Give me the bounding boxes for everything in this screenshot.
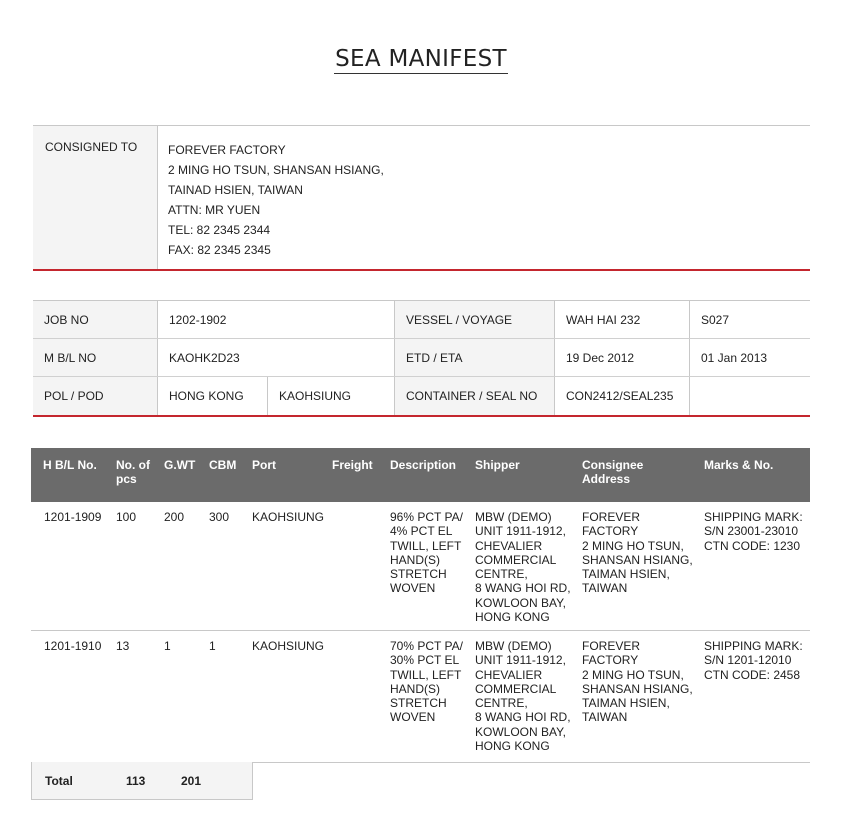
pcs-cell: 13 <box>116 639 130 653</box>
col-header-marks: Marks & No. <box>704 458 774 472</box>
marks-line: SHIPPING MARK: <box>704 510 803 524</box>
description-line: 4% PCT EL <box>390 524 453 539</box>
consignee-line: FOREVER <box>582 639 641 653</box>
shipper-line: COMMERCIAL <box>475 552 557 567</box>
consignee-line: TAIWAN <box>582 581 628 596</box>
shipper-line: 8 WANG HOI RD, <box>475 710 571 725</box>
shipper-line: COMMERCIAL <box>475 681 557 696</box>
description-cell <box>390 510 463 596</box>
shipper-line: MBW (DEMO) <box>475 639 552 653</box>
shipper-line: KOWLOON BAY, <box>475 595 566 610</box>
marks-line: S/N 1201-12010 <box>704 653 792 668</box>
total-label: Total <box>45 774 73 788</box>
col-header-pcs-line: pcs <box>116 472 137 486</box>
consignee-line: FACTORY <box>582 653 639 668</box>
col-header-consignee-line: Address <box>582 472 631 486</box>
consigned-label: CONSIGNED TO <box>45 140 138 154</box>
consigned-label-cell <box>33 126 158 269</box>
consignee-line: TAIMAN HSIEN, <box>582 567 670 582</box>
marks-line: CTN CODE: 1230 <box>704 538 801 553</box>
consignee-address <box>168 140 384 260</box>
etd-value: 19 Dec 2012 <box>555 339 690 376</box>
shipper-line: UNIT 1911-1912, <box>475 653 566 668</box>
marks-cell <box>704 510 803 553</box>
marks-line: S/N 23001-23010 <box>704 524 799 539</box>
page-title: SEA MANIFEST <box>335 46 507 72</box>
pcs-cell: 100 <box>116 510 137 524</box>
container-extra-value <box>690 377 810 415</box>
col-header-cbm: CBM <box>209 458 237 472</box>
shipper-line: CHEVALIER <box>475 667 543 682</box>
consignee-line: TAIMAN HSIEN, <box>582 696 670 711</box>
shipper-line: KOWLOON BAY, <box>475 724 566 739</box>
shipper-line: UNIT 1911-1912, <box>475 524 566 539</box>
table-row <box>31 502 810 631</box>
job-no-label: JOB NO <box>33 301 158 338</box>
address-line: ATTN: MR YUEN <box>168 203 261 217</box>
address-line: FAX: 82 2345 2345 <box>168 243 271 257</box>
mbl-value: KAOHK2D23 <box>158 339 395 376</box>
description-line: STRETCH <box>390 567 447 582</box>
description-line: HAND(S) <box>390 552 440 567</box>
shipper-line: MBW (DEMO) <box>475 510 552 524</box>
description-line: 96% PCT PA/ <box>390 510 463 524</box>
consignee-line: FOREVER <box>582 510 641 524</box>
address-line: 2 MING HO TSUN, SHANSAN HSIANG, <box>168 163 384 177</box>
consignee-line: 2 MING HO TSUN, <box>582 667 684 682</box>
table-row <box>31 631 810 763</box>
port-cell: KAOHSIUNG <box>252 639 325 653</box>
consignee-line: SHANSAN HSIANG, <box>582 552 693 567</box>
col-header-freight: Freight <box>332 458 373 472</box>
eta-value: 01 Jan 2013 <box>701 350 768 365</box>
address-line: TAINAD HSIEN, TAIWAN <box>168 183 303 197</box>
marks-line: SHIPPING MARK: <box>704 639 803 653</box>
description-line: 70% PCT PA/ <box>390 639 463 653</box>
job-info-row <box>33 339 810 377</box>
port-cell: KAOHSIUNG <box>252 510 325 524</box>
shipper-line: CENTRE, <box>475 696 528 711</box>
description-line: 30% PCT EL <box>390 653 460 668</box>
shipper-line: CENTRE, <box>475 567 528 582</box>
col-header-hbl: H B/L No. <box>43 458 97 472</box>
container-seal-label: CONTAINER / SEAL NO <box>395 377 555 415</box>
consignee-line: TAIWAN <box>582 710 628 725</box>
shipper-cell <box>475 510 571 624</box>
job-info-row <box>33 301 810 339</box>
gwt-cell: 1 <box>164 639 171 653</box>
page-title-wrap <box>0 46 842 74</box>
total-pcs: 113 <box>126 774 146 788</box>
cargo-table-header <box>31 448 810 502</box>
col-header-pcs <box>116 458 150 486</box>
address-line: TEL: 82 2345 2344 <box>168 223 271 237</box>
description-line: STRETCH <box>390 696 447 711</box>
gwt-cell: 200 <box>164 510 185 524</box>
shipper-cell <box>475 639 571 753</box>
container-value: CON2412/SEAL235 <box>555 377 690 415</box>
col-header-consignee <box>582 458 643 486</box>
col-header-port: Port <box>252 458 276 472</box>
hbl-cell: 1201-1909 <box>44 510 102 524</box>
marks-cell <box>704 639 803 682</box>
marks-line: CTN CODE: 2458 <box>704 667 801 682</box>
consignee-cell <box>582 639 693 725</box>
vessel-voyage-label: VESSEL / VOYAGE <box>395 301 555 338</box>
consignee-line: SHANSAN HSIANG, <box>582 681 693 696</box>
consignee-cell <box>582 510 693 596</box>
total-row <box>31 762 253 800</box>
shipper-line: 8 WANG HOI RD, <box>475 581 571 596</box>
description-line: TWILL, LEFT <box>390 538 462 553</box>
consigned-section <box>33 125 810 271</box>
description-line: HAND(S) <box>390 681 440 696</box>
job-no-value: 1202-1902 <box>158 301 395 338</box>
vessel-value: WAH HAI 232 <box>555 301 690 338</box>
job-info-table <box>33 300 810 417</box>
cbm-cell: 300 <box>209 510 230 524</box>
col-header-shipper: Shipper <box>475 458 520 472</box>
shipper-line: CHEVALIER <box>475 538 543 553</box>
description-line: WOVEN <box>390 710 436 725</box>
description-line: WOVEN <box>390 581 436 596</box>
etd-eta-label: ETD / ETA <box>395 339 555 376</box>
description-line: TWILL, LEFT <box>390 667 462 682</box>
pod-value: KAOHSIUNG <box>268 377 395 415</box>
cbm-cell: 1 <box>209 639 216 653</box>
description-cell <box>390 639 463 725</box>
consignee-line: FACTORY <box>582 524 639 539</box>
total-gwt: 201 <box>181 774 202 788</box>
shipper-line: HONG KONG <box>475 739 550 754</box>
pol-pod-label: POL / POD <box>33 377 158 415</box>
job-info-row <box>33 377 810 415</box>
shipper-line: HONG KONG <box>475 610 550 625</box>
address-line: FOREVER FACTORY <box>168 143 286 157</box>
col-header-gwt: G.WT <box>164 458 196 472</box>
pol-value: HONG KONG <box>158 377 268 415</box>
col-header-consignee-line: Consignee <box>582 458 644 472</box>
hbl-cell: 1201-1910 <box>44 639 102 653</box>
consignee-line: 2 MING HO TSUN, <box>582 538 684 553</box>
mbl-label: M B/L NO <box>33 339 158 376</box>
col-header-description: Description <box>390 458 457 472</box>
voyage-value: S027 <box>701 312 730 327</box>
col-header-pcs-line: No. of <box>116 458 150 472</box>
